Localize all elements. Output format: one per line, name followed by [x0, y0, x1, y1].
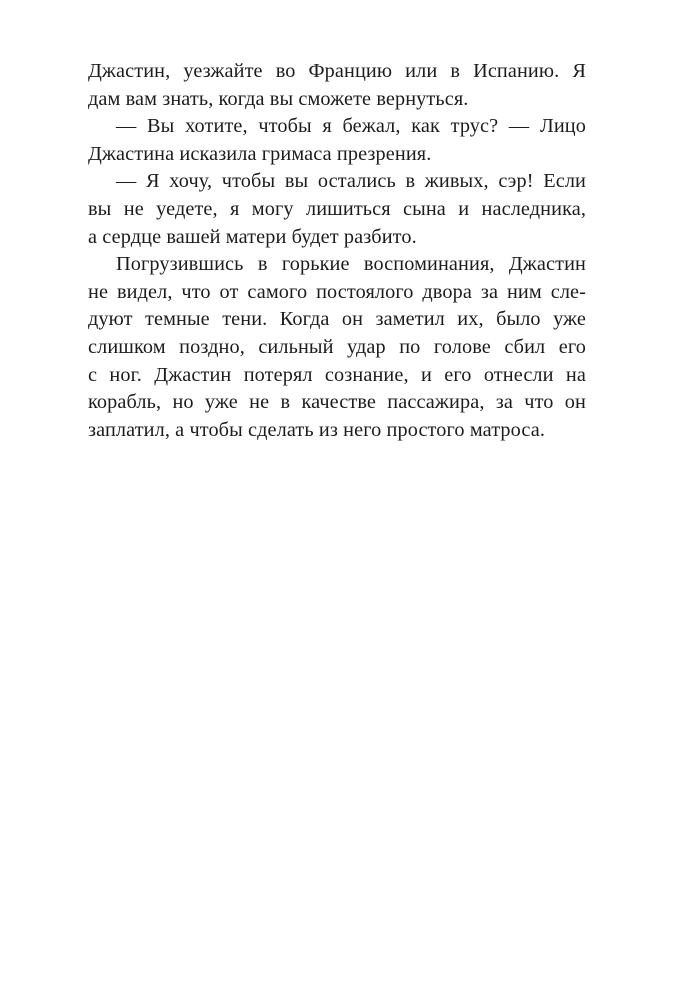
text-line: Джастин, уезжайте во Францию или в Испанию. Я: [88, 60, 586, 82]
text-line: — Вы хотите, чтобы я бежал, как трус? — Лицо: [116, 115, 586, 138]
text-line: слишком поздно, сильный удар по голове сбил его: [88, 335, 586, 358]
text-line: дуют темные тени. Когда он заметил их, было уже: [88, 308, 586, 331]
text-line: с ног. Джастин потерял сознание, и его отнесли на: [88, 363, 586, 386]
text-line: Погрузившись в горькие воспоминания, Джастин: [116, 253, 586, 276]
text-line: Джастина исказила гримаса презрения.: [88, 142, 432, 165]
document-page: [88, 58, 586, 444]
text-line: заплатил, а чтобы сделать из него простого матроса.: [88, 418, 546, 441]
text-line: — Я хочу, чтобы вы остались в живых, сэр! Если: [116, 170, 586, 193]
text-line: не видел, что от самого постоялого двора за ним сле-: [88, 280, 586, 303]
text-line: дам вам знать, когда вы сможете вернуться.: [88, 87, 469, 110]
text-line: вы не уедете, я могу лишиться сына и наследника,: [88, 197, 586, 220]
text-line: а сердце вашей матери будет разбито.: [88, 225, 417, 248]
text-line: корабль, но уже не в качестве пассажира, за что он: [88, 391, 586, 414]
